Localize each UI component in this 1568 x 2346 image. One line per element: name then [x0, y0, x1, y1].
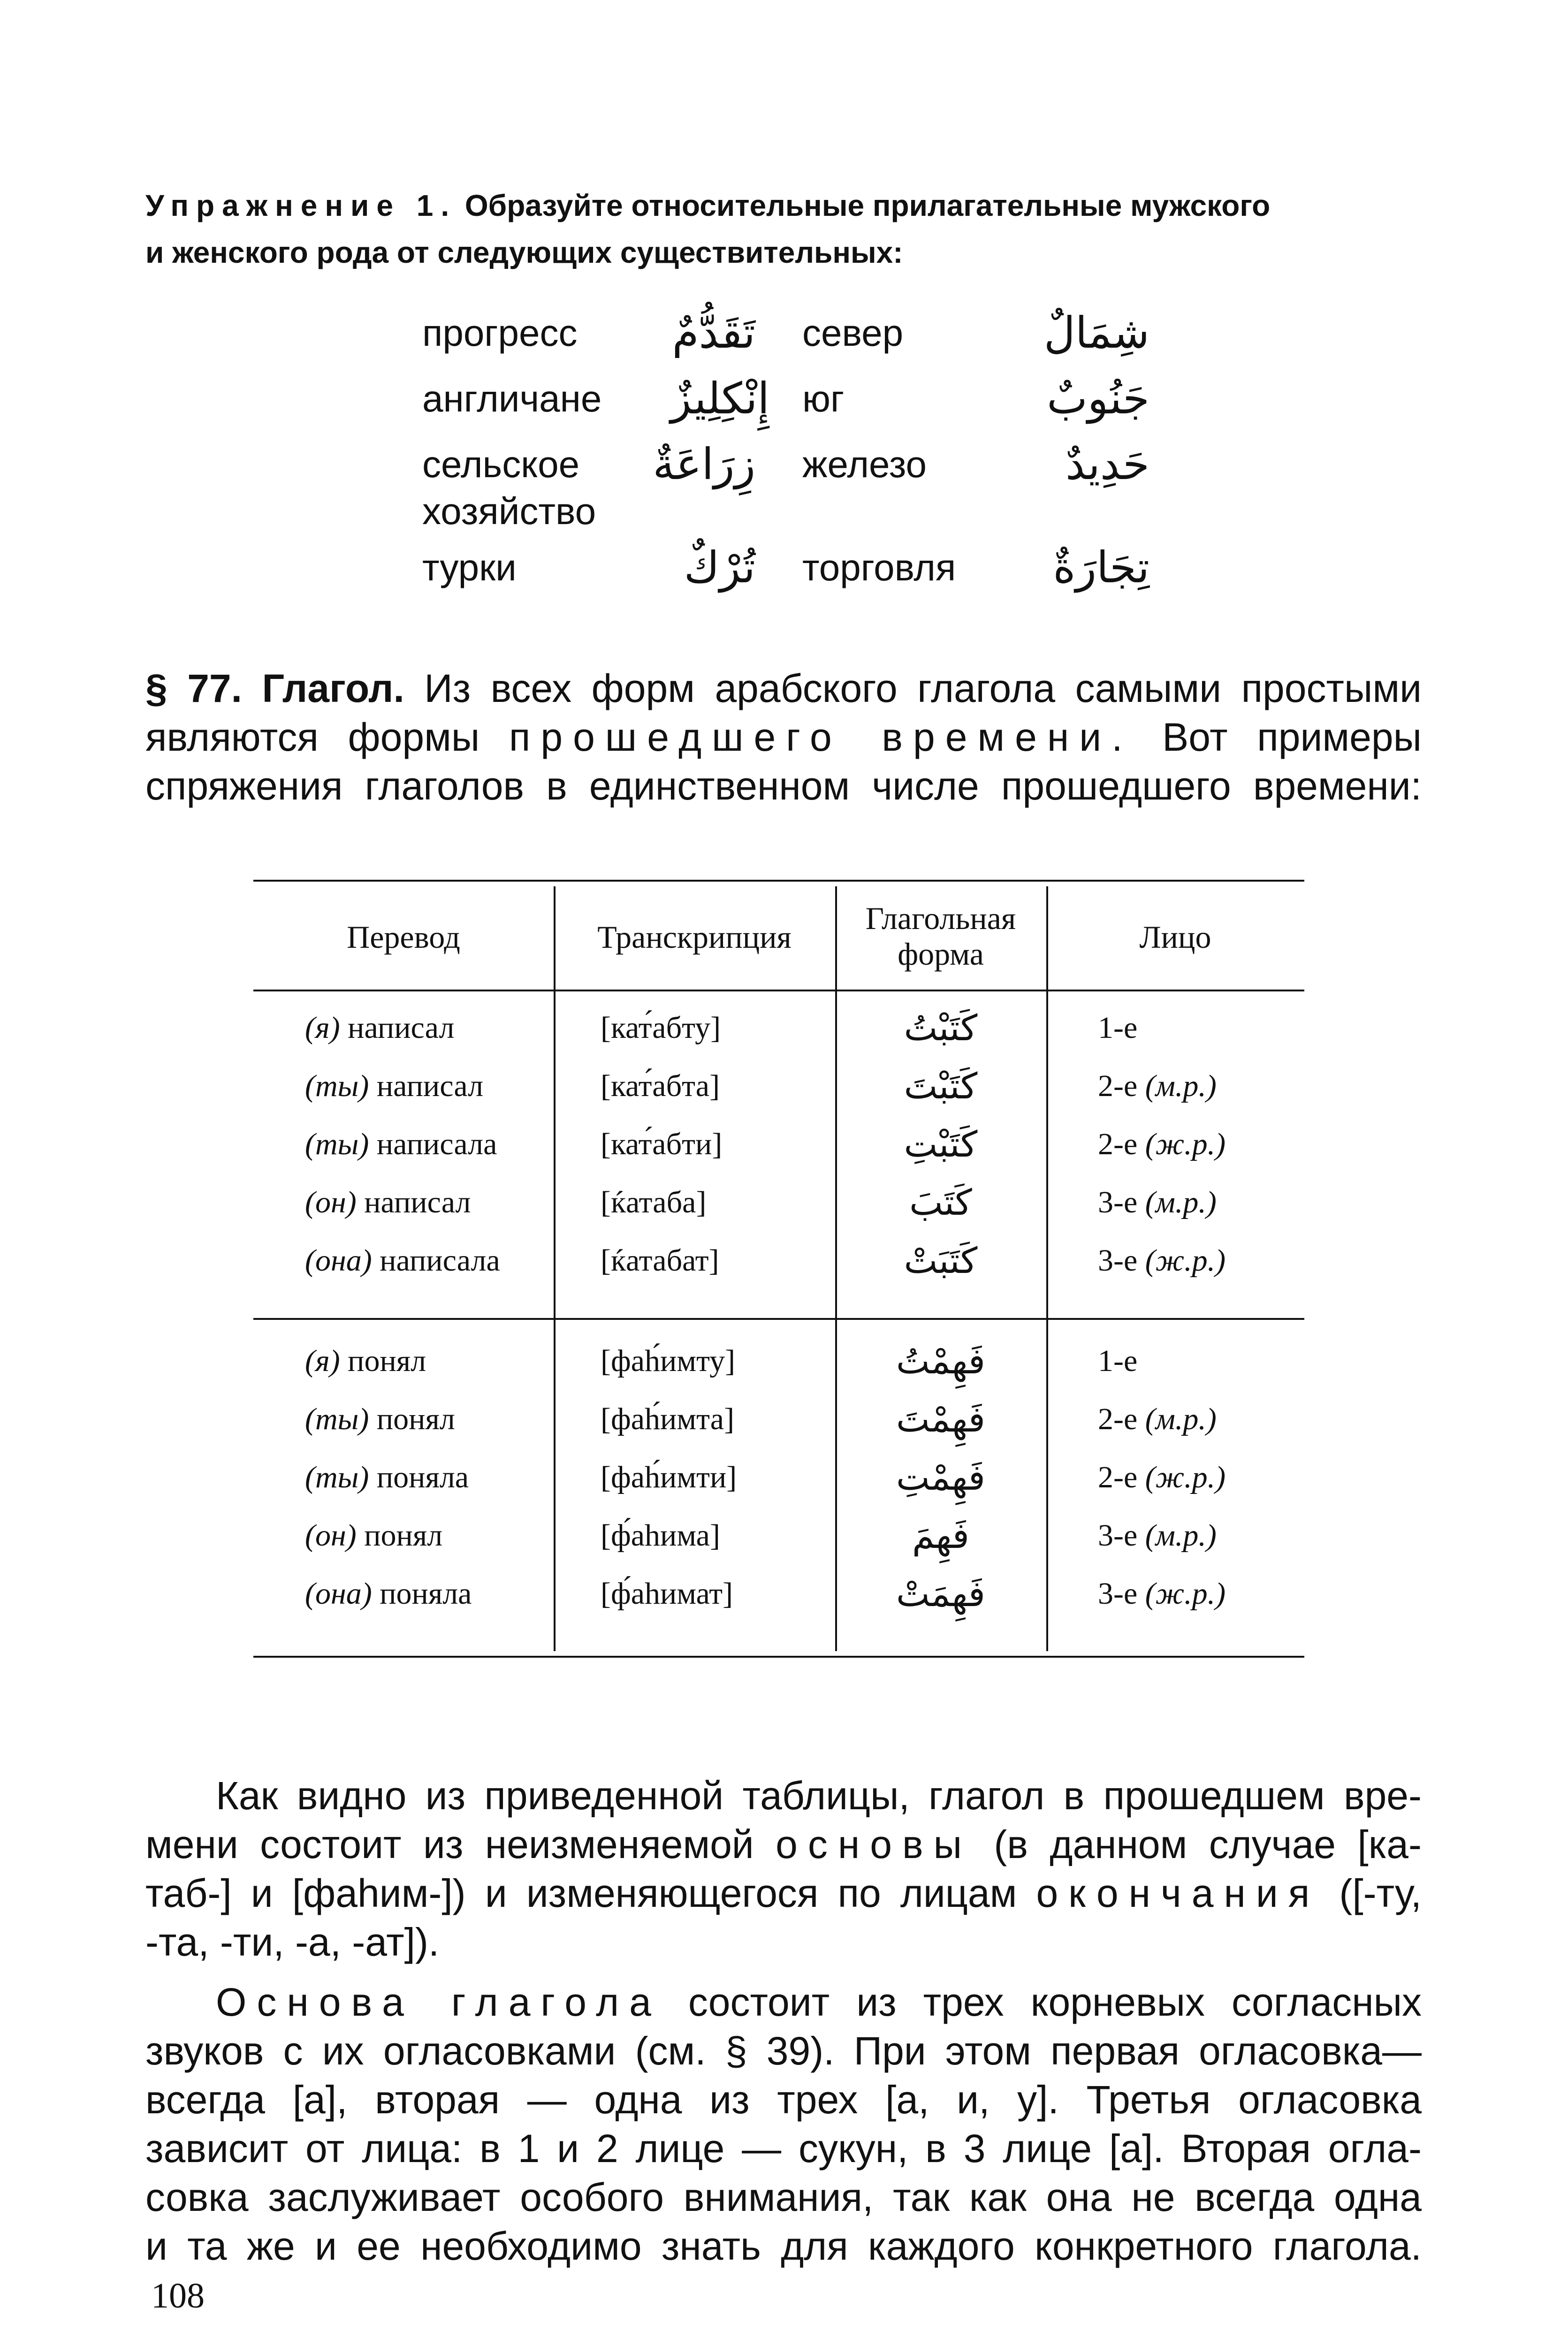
paragraph-text: зависит от лица: в 1 и 2 лице — сукун, в 3 лице [а]. Вторая огла- [145, 2126, 1422, 2171]
arabic-form: كَتَبْتُ [904, 1007, 978, 1049]
vocab-ar: زِرَاعَةٌ [653, 439, 755, 489]
paragraph-text: и та же и ее необходимо знать для каждого конкретного глагола. [145, 2224, 1422, 2268]
header-form [835, 900, 1046, 972]
header-person: Лицо [1139, 919, 1211, 955]
vocab-ru: железо [802, 443, 927, 485]
arabic-form: كَتَبْتَ [904, 1065, 978, 1107]
person: 1-е [1098, 1011, 1138, 1045]
transcription: [ќатабат] [601, 1243, 719, 1278]
exercise-heading [145, 182, 1422, 276]
verb: поняла [380, 1577, 472, 1611]
gender: (ж.р.) [1145, 1577, 1226, 1611]
pronoun: (он) [305, 1518, 357, 1553]
gender: (м.р.) [1145, 1518, 1217, 1553]
paragraph-text: звуков с их огласовками (см. § 39). При этом первая огласовка— [145, 2029, 1422, 2073]
exercise-label: Упражнение 1. [145, 189, 457, 222]
transcription: [кат́абти] [601, 1127, 723, 1161]
pronoun: (он) [305, 1185, 357, 1219]
paragraph-spaced-term: основы [776, 1822, 972, 1866]
paragraph-text: Как видно из приведенной таблицы, глагол в прошедшем вре- [216, 1774, 1422, 1818]
paragraph-1 [145, 1771, 1422, 1966]
page-number: 108 [151, 2276, 205, 2316]
pronoun: (я) [305, 1011, 340, 1045]
verb: написал [348, 1011, 455, 1045]
section-spaced-term: прошедшего времени. [509, 715, 1133, 759]
vocab-ru: север [802, 312, 904, 354]
transcription: [фаһ́имта] [601, 1402, 735, 1436]
verb: поняла [376, 1460, 469, 1494]
arabic-form: فَهِمَتْ [896, 1573, 985, 1615]
exercise-text-1: Образуйте относительные прилагательные мужского [464, 189, 1271, 222]
conjugation-table [253, 880, 1304, 1658]
transcription: [ф́аһима] [601, 1518, 720, 1553]
paragraph-text: всегда [а], вторая — одна из трех [а, и, у]. Третья огласовка [145, 2078, 1422, 2122]
section-text: Вот примеры [1162, 715, 1422, 759]
pronoun: (она) [305, 1577, 372, 1611]
arabic-form: فَهِمَ [912, 1515, 969, 1556]
vocab-ru: прогресс [422, 312, 578, 354]
column-divider [1046, 886, 1048, 1651]
header-transcription: Транскрипция [597, 919, 792, 955]
verb: написала [376, 1127, 497, 1161]
person: 3-е [1098, 1577, 1138, 1611]
arabic-form: كَتَبْتِ [904, 1123, 978, 1165]
person: 3-е [1098, 1185, 1138, 1219]
person: 2-е [1098, 1069, 1138, 1103]
person: 1-е [1098, 1344, 1138, 1378]
vocab-ru: турки [422, 547, 517, 588]
verb: понял [364, 1518, 443, 1553]
paragraph-spaced-term: Основа глагола [216, 1980, 662, 2024]
person: 3-е [1098, 1243, 1138, 1278]
paragraph-text: ([-ту, [1339, 1871, 1422, 1915]
group-divider [253, 1318, 1304, 1320]
paragraph-text: мени состоит из неизменяемой [145, 1822, 754, 1866]
arabic-form: فَهِمْتُ [896, 1340, 985, 1382]
person: 2-е [1098, 1402, 1138, 1436]
header-translation: Перевод [347, 919, 460, 955]
vocab-ru: англичане [422, 378, 602, 419]
gender: (ж.р.) [1145, 1243, 1226, 1278]
arabic-form: كَتَبَ [909, 1181, 972, 1223]
pronoun: (ты) [305, 1460, 369, 1494]
paragraph-spaced-term: окончания [1036, 1871, 1320, 1915]
pronoun: (ты) [305, 1069, 369, 1103]
gender: (м.р.) [1145, 1402, 1217, 1436]
arabic-form: كَتَبَتْ [904, 1240, 978, 1281]
pronoun: (я) [305, 1344, 340, 1378]
transcription: [фаһ́имти] [601, 1460, 737, 1494]
pronoun: (она) [305, 1243, 372, 1278]
paragraph-text: совка заслуживает особого внимания, так как она не всегда одна [145, 2175, 1422, 2219]
vocab-ar: شِمَالٌ [1043, 308, 1149, 358]
header-form-line1: Глагольная [865, 900, 1016, 936]
verb: написал [364, 1185, 471, 1219]
vocab-ru: торговля [802, 547, 956, 588]
paragraph-text: -та, -ти, -а, -ат]). [145, 1920, 440, 1964]
vocab-ru: юг [802, 378, 845, 419]
column-divider [554, 886, 556, 1651]
transcription: [кат́абта] [601, 1069, 720, 1103]
arabic-form: فَهِمْتَ [896, 1398, 985, 1440]
pronoun: (ты) [305, 1127, 369, 1161]
transcription: [ќатаба] [601, 1185, 707, 1219]
pronoun: (ты) [305, 1402, 369, 1436]
section-text: являются формы [145, 715, 480, 759]
section-number: § 77. [145, 666, 242, 710]
section-title: Глагол. [262, 666, 404, 710]
header-divider [253, 990, 1304, 991]
gender: (м.р.) [1145, 1069, 1217, 1103]
column-divider [835, 886, 837, 1651]
section-text: спряжения глаголов в единственном числе прошедшего времени: [145, 764, 1422, 808]
paragraph-text: состоит из трех корневых согласных [688, 1980, 1422, 2024]
vocab-ar: تِجَارَةٌ [1053, 542, 1149, 593]
gender: (ж.р.) [1145, 1460, 1226, 1494]
arabic-form: فَهِمْتِ [896, 1456, 985, 1498]
transcription: [ф́аһимат] [601, 1577, 733, 1611]
verb: понял [348, 1344, 426, 1378]
paragraph-2 [145, 1978, 1422, 2270]
transcription: [фаһ́имту] [601, 1344, 736, 1378]
vocab-ar: تَقَدُّمٌ [672, 308, 755, 358]
person: 3-е [1098, 1518, 1138, 1553]
header-form-line2: форма [898, 936, 984, 972]
verb: понял [376, 1402, 455, 1436]
section-77 [145, 664, 1422, 810]
vocab-ru: сельское хозяйство [422, 443, 596, 532]
person: 2-е [1098, 1460, 1138, 1494]
exercise-text-2: и женского рода от следующих существительных: [145, 236, 903, 269]
gender: (ж.р.) [1145, 1127, 1226, 1161]
vocab-ar: جَنُوبٌ [1047, 373, 1149, 424]
section-text: Из всех форм арабского глагола самыми простыми [424, 666, 1422, 710]
vocab-ar: إِنْكِلِيزٌ [670, 373, 769, 424]
verb: написала [380, 1243, 500, 1278]
gender: (м.р.) [1145, 1185, 1217, 1219]
verb: написал [376, 1069, 484, 1103]
paragraph-text: (в данном случае [ка- [994, 1822, 1422, 1866]
vocab-ar: حَدِيدٌ [1065, 439, 1149, 489]
paragraph-text: таб-] и [фаһим-]) и изменяющегося по лицам [145, 1871, 1017, 1915]
transcription: [кат́абту] [601, 1011, 721, 1045]
vocab-ar: تُرْكٌ [684, 542, 755, 593]
person: 2-е [1098, 1127, 1138, 1161]
